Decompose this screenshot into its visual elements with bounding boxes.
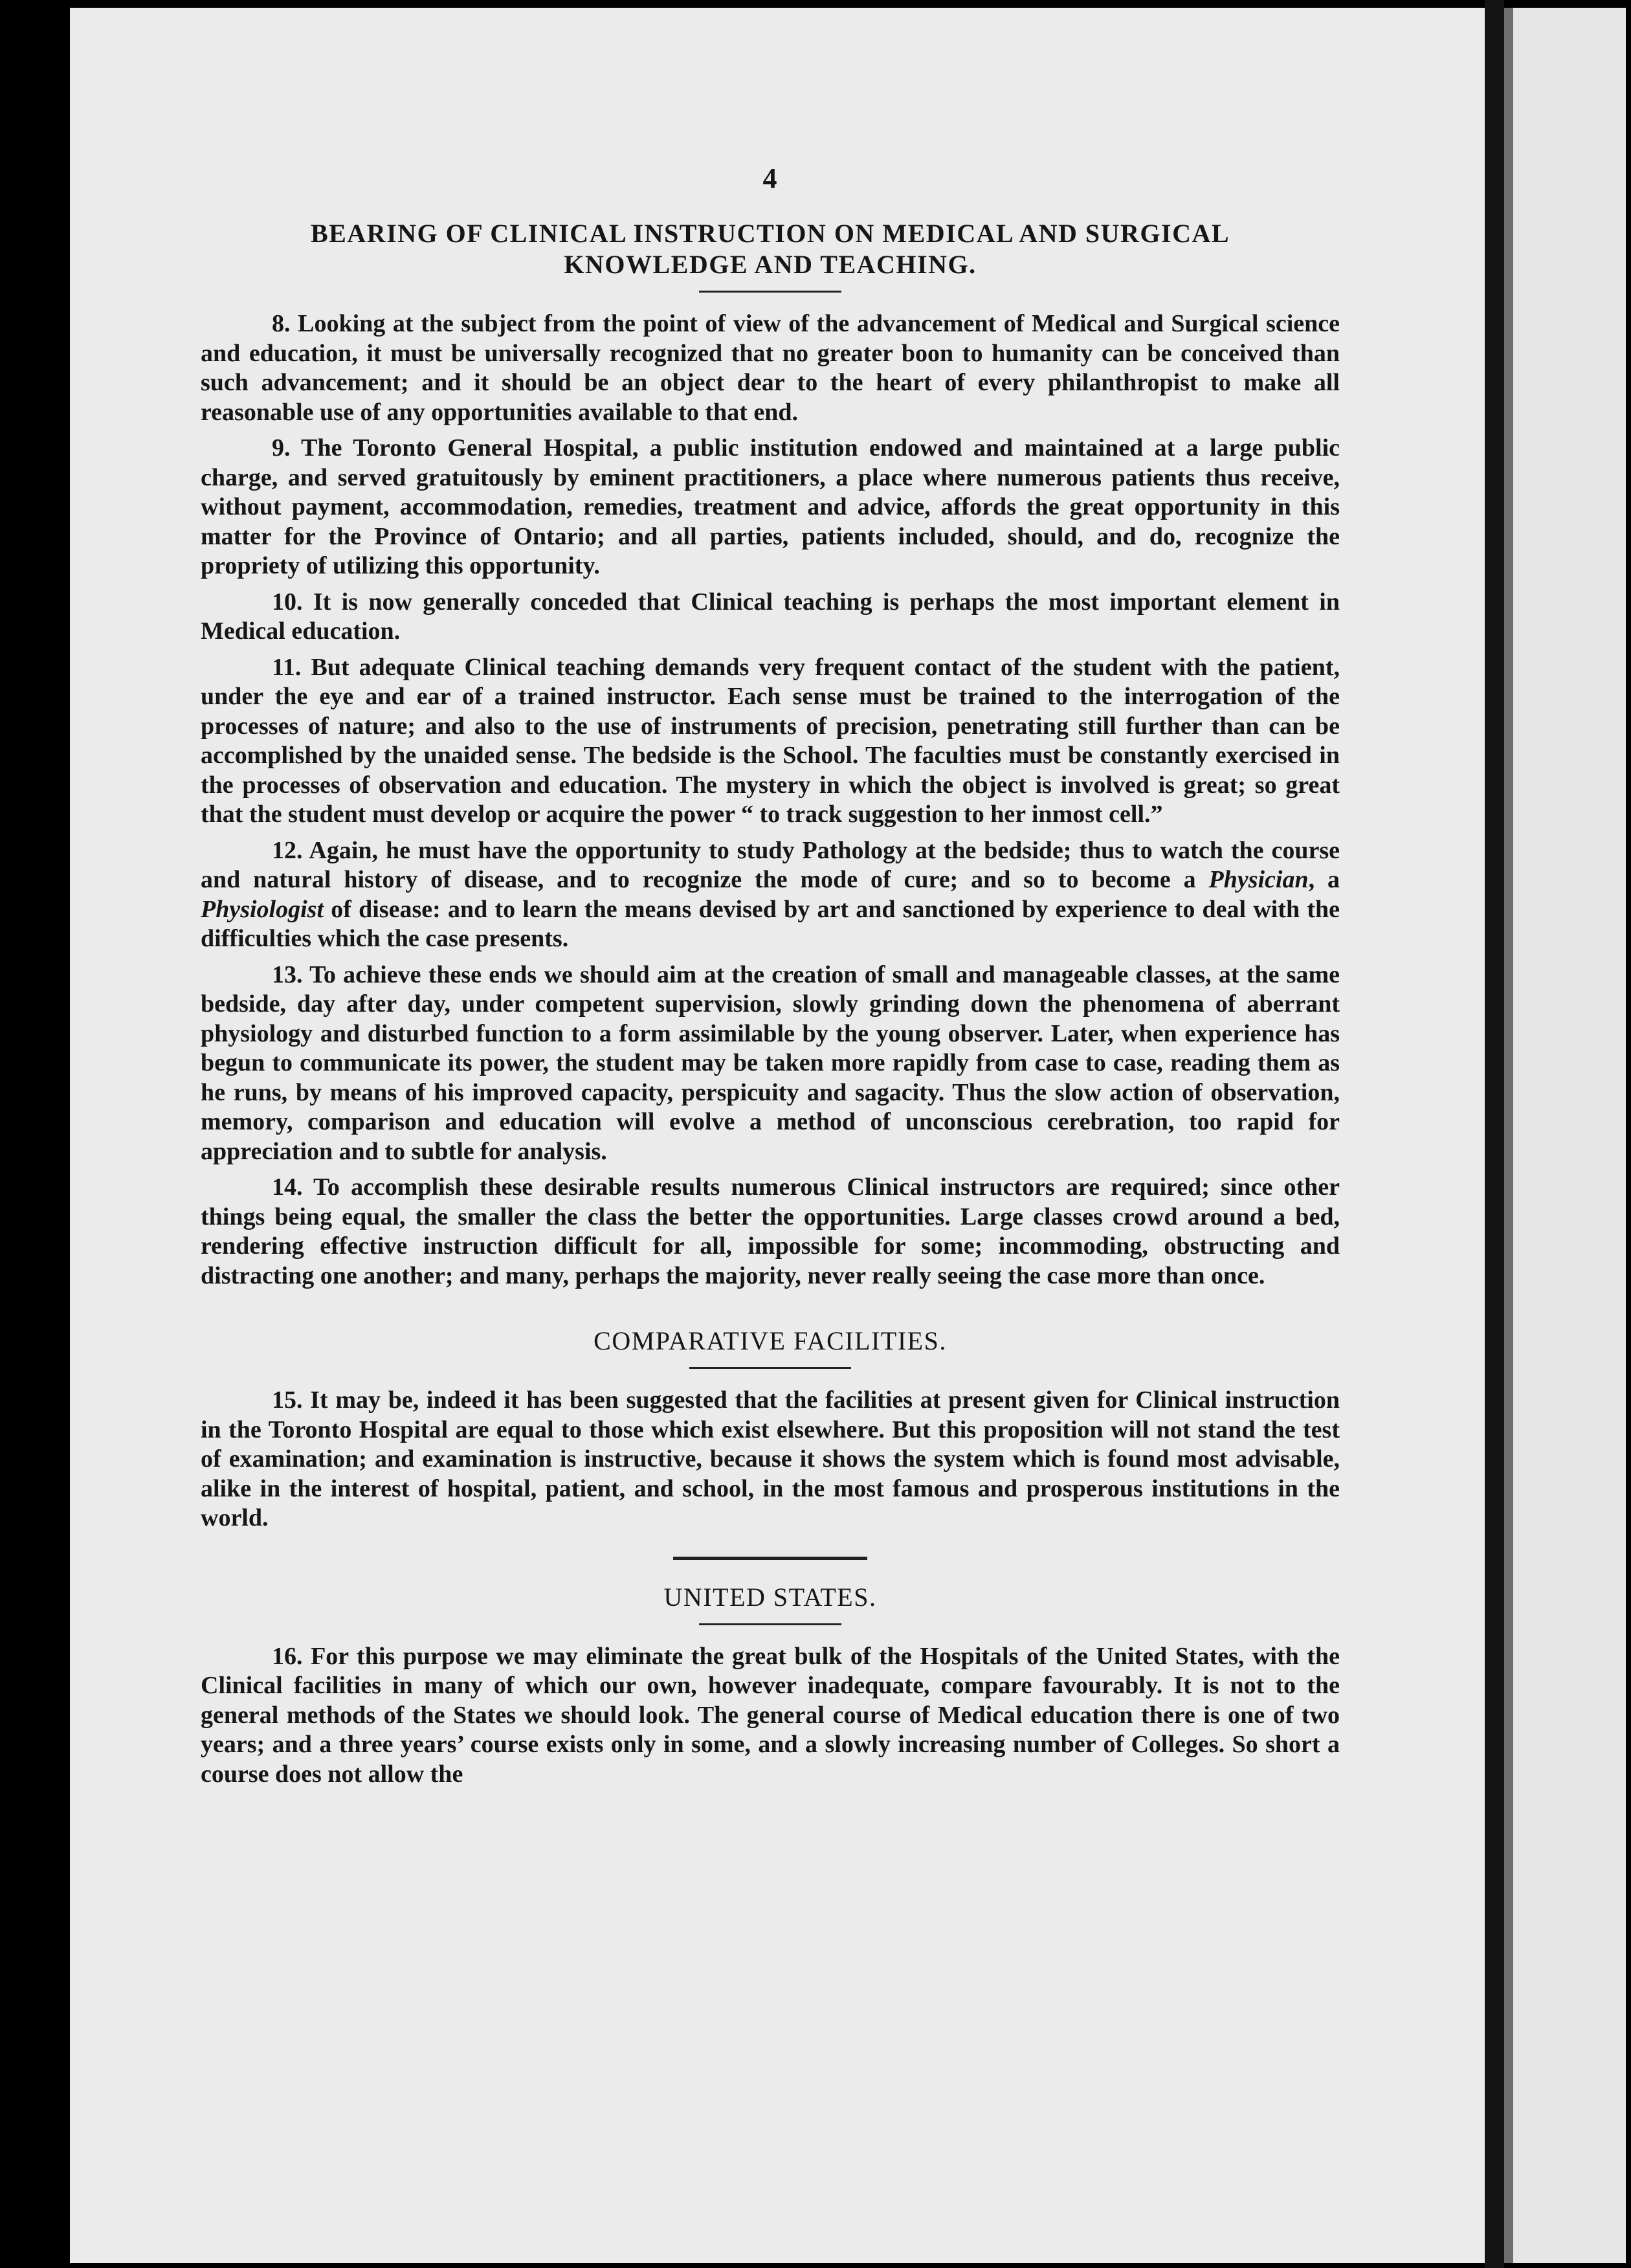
title-divider: [699, 291, 841, 293]
united-states-heading: UNITED STATES.: [663, 1582, 877, 1612]
paragraph-11: 11. But adequate Clinical teaching demands very frequent contact of the student with the patient, under the eye and ear of a trained instructor. Each sense must be trained to the interrogation of the processes of nature; and also to the use of instruments of precision, penetrating still further than can be accomplished by the unaided sense. The bedside is the School. The faculties must be constantly exercised in the processes of observation and education. The mystery in which the object is involved is great; so great that the student must develop or acquire the power “ to track suggestion to her inmost cell.”: [201, 653, 1340, 828]
paragraph-12-part-b: , a: [1308, 866, 1340, 893]
paragraph-8: 8. Looking at the subject from the point of view of the advancement of Medical and Surgical science and education, it must be universally recognized that no greater boon to humanity can be conceived than such advancement; and it should be an object dear to the heart of every philanthropist to make all reasonable use of any opportunities available to that end.: [201, 310, 1340, 426]
adjacent-page-edge: [1504, 8, 1626, 2263]
page-number: 4: [762, 162, 778, 194]
paragraph-14: 14. To accomplish these desirable results numerous Clinical instructors are required; since other things being equal, the smaller the class the better the opportunities. Large classes crowd around a bed, rendering effective instruction difficult for all, impossible for some; incommoding, obstructing and distracting one another; and many, perhaps the majority, never really seeing the case more than once.: [201, 1173, 1340, 1289]
section-gap: [201, 1297, 1340, 1326]
paragraph-12: [201, 836, 1340, 954]
comparative-facilities-heading: COMPARATIVE FACILITIES.: [594, 1326, 947, 1355]
paragraph-9: 9. The Toronto General Hospital, a public institution endowed and maintained at a large public charge, and served gratuitously by eminent practitioners, a place where numerous patients thus receive, without payment, accommodation, remedies, treatment and advice, affords the great opportunity in this matter for the Province of Ontario; and all parties, patients included, should, and do, recognize the propriety of utilizing this opportunity.: [201, 434, 1340, 579]
comparative-facilities-divider: [689, 1367, 851, 1369]
paragraph-12-physician: Physician: [1208, 866, 1309, 893]
united-states-divider: [699, 1623, 841, 1625]
section-separator: [673, 1557, 867, 1560]
page-content: [201, 162, 1340, 1796]
paragraph-10: 10. It is now generally conceded that Clinical teaching is perhaps the most important element in Medical education.: [201, 588, 1340, 645]
paragraph-12-part-c: of disease: and to learn the means devised by art and sanctioned by experience to deal with the difficulties which the case presents.: [201, 895, 1340, 952]
section-title-line1: BEARING OF CLINICAL INSTRUCTION ON MEDICAL AND SURGICAL: [310, 219, 1230, 248]
paragraph-16: 16. For this purpose we may eliminate the great bulk of the Hospitals of the United States, with the Clinical facilities in many of which our own, however inadequate, compare favourably. It is not to the general methods of the States we should look. The general course of Medical education there is one of two years; and a three years’ course exists only in some, and a slowly increasing number of Colleges. So short a course does not allow the: [201, 1642, 1340, 1788]
paragraph-12-part-a: 12. Again, he must have the opportunity to study Pathology at the bedside; thus to watch the course and natural history of disease, and to recognize the mode of cure; and so to become a: [201, 836, 1340, 893]
adjacent-page-fold: [1504, 8, 1513, 2263]
paragraph-13: 13. To achieve these ends we should aim at the creation of small and manageable classes, at the same bedside, day after day, under competent supervision, slowly grinding down the phenomena of aberrant physiology and disturbed function to a form assimilable by the young observer. Later, when experience has begun to communicate its power, the student may be taken more rapidly from case to case, reading them as he runs, by means of his improved capacity, perspicuity and sagacity. Thus the slow action of observation, memory, comparison and education will evolve a method of unconscious cerebration, too rapid for appreciation and to subtle for analysis.: [201, 961, 1340, 1165]
paragraph-12-physiologist: Physiologist: [201, 895, 324, 923]
section-title-line2: KNOWLEDGE AND TEACHING.: [564, 250, 977, 279]
page-gutter: [1485, 0, 1504, 2268]
paragraph-15: 15. It may be, indeed it has been suggested that the facilities at present given for Clinical instruction in the Toronto Hospital are equal to those which exist elsewhere. But this proposition will not stand the test of examination; and examination is instructive, because it shows the system which is found most advisable, alike in the interest of hospital, patient, and school, in the most famous and prosperous institutions in the world.: [201, 1386, 1340, 1531]
